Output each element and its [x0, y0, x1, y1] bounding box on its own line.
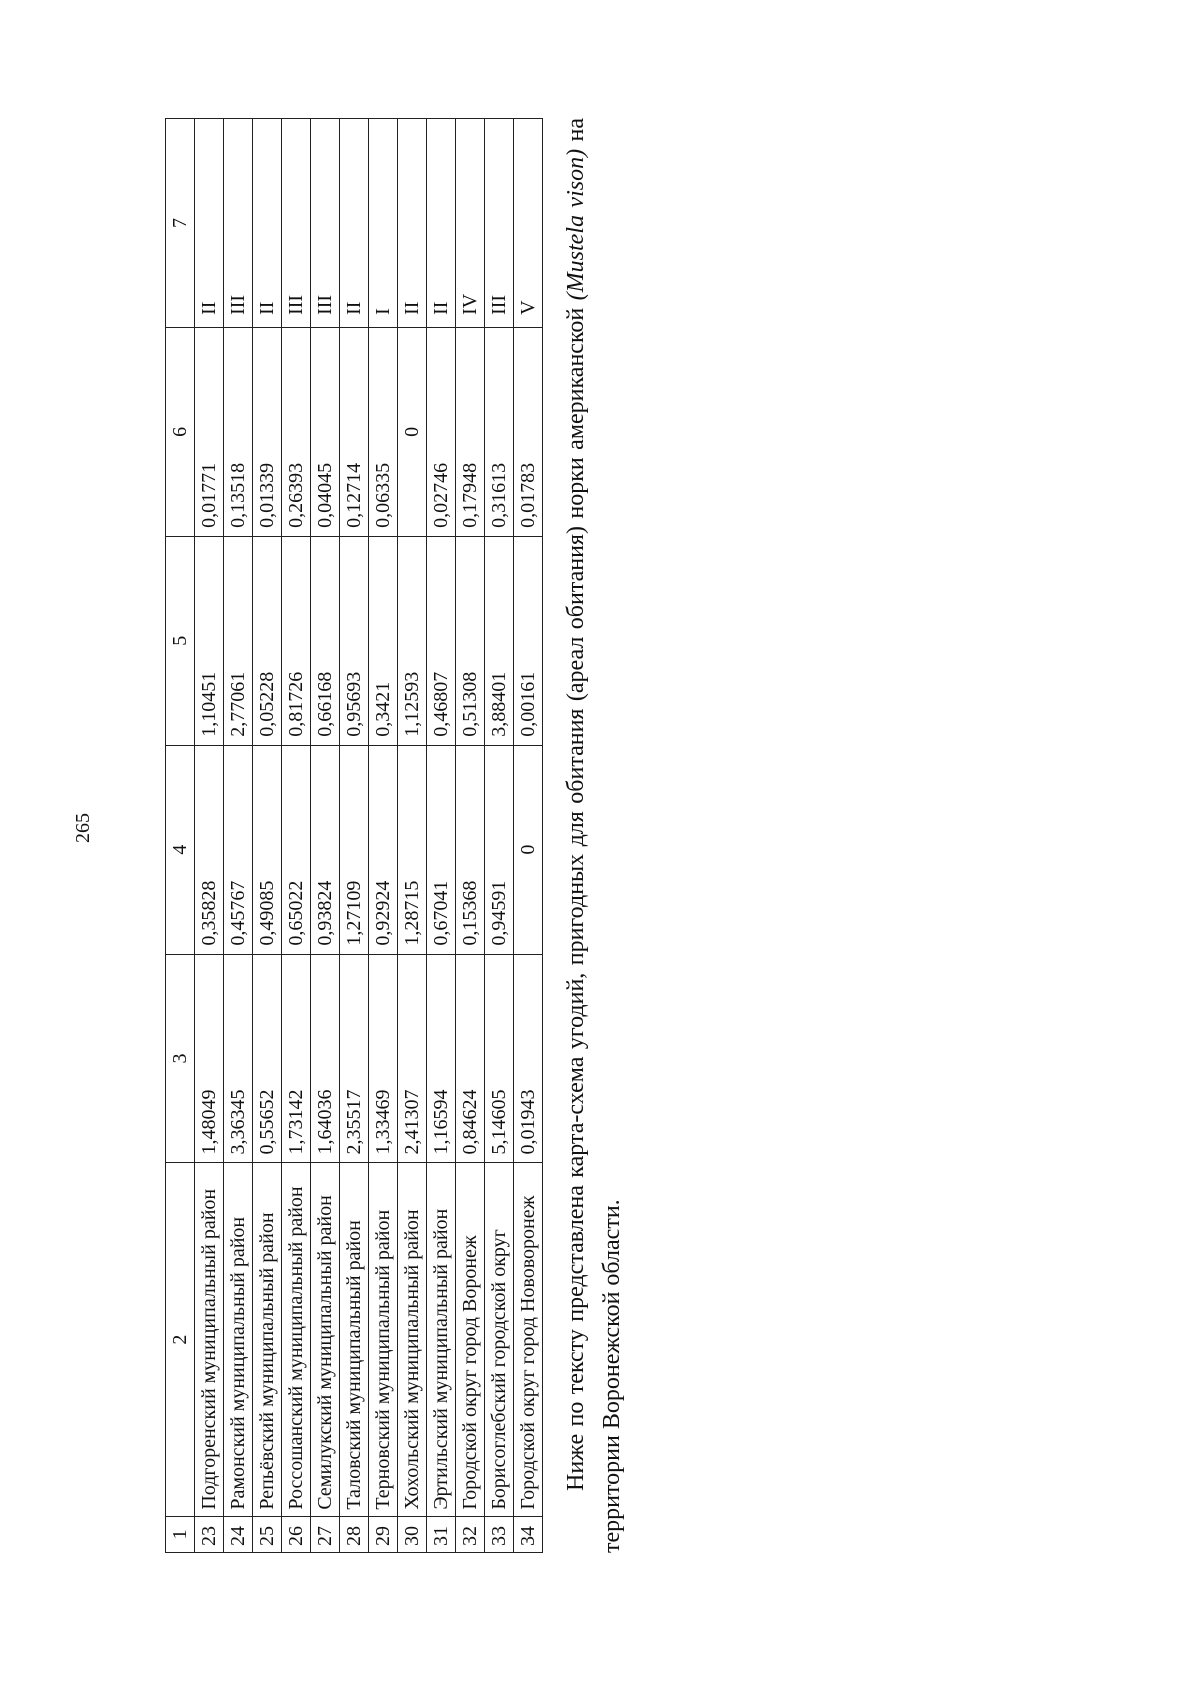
table-cell: 26 [282, 1516, 311, 1552]
table-cell: IV [456, 119, 485, 328]
table-cell: 0,95693 [340, 536, 369, 745]
table-cell: 27 [311, 1516, 340, 1552]
species-latin-name: (Mustela vison) [563, 148, 589, 301]
table-cell: II [398, 119, 427, 328]
table-cell: 0,05228 [253, 536, 282, 745]
table-cell: 0,67041 [427, 745, 456, 954]
table-cell: 1,16594 [427, 954, 456, 1163]
table-cell: 0,02746 [427, 327, 456, 536]
table-cell: 24 [224, 1516, 253, 1552]
table-cell: 0,15368 [456, 745, 485, 954]
table-cell: 0,17948 [456, 327, 485, 536]
table-cell: Терновский муниципальный район [369, 1163, 398, 1516]
table-cell: 0,3421 [369, 536, 398, 745]
table-cell: 0,01943 [514, 954, 543, 1163]
table-cell: Борисоглебский городской округ [485, 1163, 514, 1516]
table-cell: II [253, 119, 282, 328]
table-row [224, 119, 253, 1553]
table-cell: 0,35828 [195, 745, 224, 954]
table-cell: III [224, 119, 253, 328]
table-row [282, 119, 311, 1553]
table-cell: 31 [427, 1516, 456, 1552]
table-cell: 0,66168 [311, 536, 340, 745]
table-cell: 1,27109 [340, 745, 369, 954]
table-cell: 1,64036 [311, 954, 340, 1163]
table-cell: 33 [485, 1516, 514, 1552]
column-header: 6 [166, 327, 195, 536]
table-cell: 1,73142 [282, 954, 311, 1163]
table-cell: 1,48049 [195, 954, 224, 1163]
caption-paragraph [558, 118, 630, 1553]
table-row [253, 119, 282, 1553]
table-cell: 2,77061 [224, 536, 253, 745]
table-cell: II [427, 119, 456, 328]
table-cell: Семилукский муниципальный район [311, 1163, 340, 1516]
table-cell: 0,45767 [224, 745, 253, 954]
table-cell: 3,36345 [224, 954, 253, 1163]
table-cell: 0,55652 [253, 954, 282, 1163]
table-cell: 0,01783 [514, 327, 543, 536]
table-row [485, 119, 514, 1553]
table-cell: 0 [514, 745, 543, 954]
column-header: 2 [166, 1163, 195, 1516]
table-cell: 2,41307 [398, 954, 427, 1163]
table-cell: 0,51308 [456, 536, 485, 745]
table-cell: 0,12714 [340, 327, 369, 536]
column-header: 1 [166, 1516, 195, 1552]
table-cell: 1,12593 [398, 536, 427, 745]
table-row [369, 119, 398, 1553]
table-cell: 0,13518 [224, 327, 253, 536]
table-cell: I [369, 119, 398, 328]
table-cell: Таловский муниципальный район [340, 1163, 369, 1516]
table-cell: 1,33469 [369, 954, 398, 1163]
table-cell: III [311, 119, 340, 328]
table-body [195, 119, 543, 1553]
table-cell: Городской округ город Воронеж [456, 1163, 485, 1516]
table-cell: Эртильский муниципальный район [427, 1163, 456, 1516]
table-cell: 0,00161 [514, 536, 543, 745]
table-cell: 0,81726 [282, 536, 311, 745]
table-cell: 0 [398, 327, 427, 536]
table-cell: 0,01771 [195, 327, 224, 536]
table-header-row [166, 119, 195, 1553]
table-row [340, 119, 369, 1553]
table-cell: III [485, 119, 514, 328]
table-row [398, 119, 427, 1553]
table-cell: 0,49085 [253, 745, 282, 954]
table-cell: 29 [369, 1516, 398, 1552]
caption-text-end: на территории Воронежской области. [563, 117, 625, 1553]
table-cell: 0,04045 [311, 327, 340, 536]
table-cell: 0,84624 [456, 954, 485, 1163]
table-cell: 23 [195, 1516, 224, 1552]
table-cell: 0,31613 [485, 327, 514, 536]
column-header: 7 [166, 119, 195, 328]
table-cell: 0,94591 [485, 745, 514, 954]
data-table [165, 118, 543, 1553]
table-row [514, 119, 543, 1553]
table-cell: 0,93824 [311, 745, 340, 954]
table-cell: 0,26393 [282, 327, 311, 536]
table-cell: 0,46807 [427, 536, 456, 745]
table-cell: II [195, 119, 224, 328]
table-cell: 3,88401 [485, 536, 514, 745]
table-cell: Городской округ город Нововоронеж [514, 1163, 543, 1516]
table-cell: 2,35517 [340, 954, 369, 1163]
table-cell: 28 [340, 1516, 369, 1552]
table-row [427, 119, 456, 1553]
table-cell: 34 [514, 1516, 543, 1552]
table-cell: Подгоренский муниципальный район [195, 1163, 224, 1516]
table-cell: II [340, 119, 369, 328]
table-row [456, 119, 485, 1553]
table-cell: III [282, 119, 311, 328]
table-cell: Россошанский муниципальный район [282, 1163, 311, 1516]
table-cell: 0,92924 [369, 745, 398, 954]
table-cell: 1,28715 [398, 745, 427, 954]
table-cell: V [514, 119, 543, 328]
table-cell: 5,14605 [485, 954, 514, 1163]
table-cell: 0,06335 [369, 327, 398, 536]
table-cell: 0,65022 [282, 745, 311, 954]
table-cell: 1,10451 [195, 536, 224, 745]
table-cell: Репьёвский муниципальный район [253, 1163, 282, 1516]
column-header: 3 [166, 954, 195, 1163]
column-header: 4 [166, 745, 195, 954]
table-cell: Хохольский муниципальный район [398, 1163, 427, 1516]
caption-text: Ниже по тексту представлена карта-схема угодий, пригодных для обитания (ареал обитания) норки американской [563, 300, 589, 1491]
page-number: 265 [72, 813, 94, 843]
table-cell: 30 [398, 1516, 427, 1552]
table-row [195, 119, 224, 1553]
table-cell: 25 [253, 1516, 282, 1552]
table-cell: Рамонский муниципальный район [224, 1163, 253, 1516]
table-cell: 32 [456, 1516, 485, 1552]
table-row [311, 119, 340, 1553]
table-cell: 0,01339 [253, 327, 282, 536]
column-header: 5 [166, 536, 195, 745]
